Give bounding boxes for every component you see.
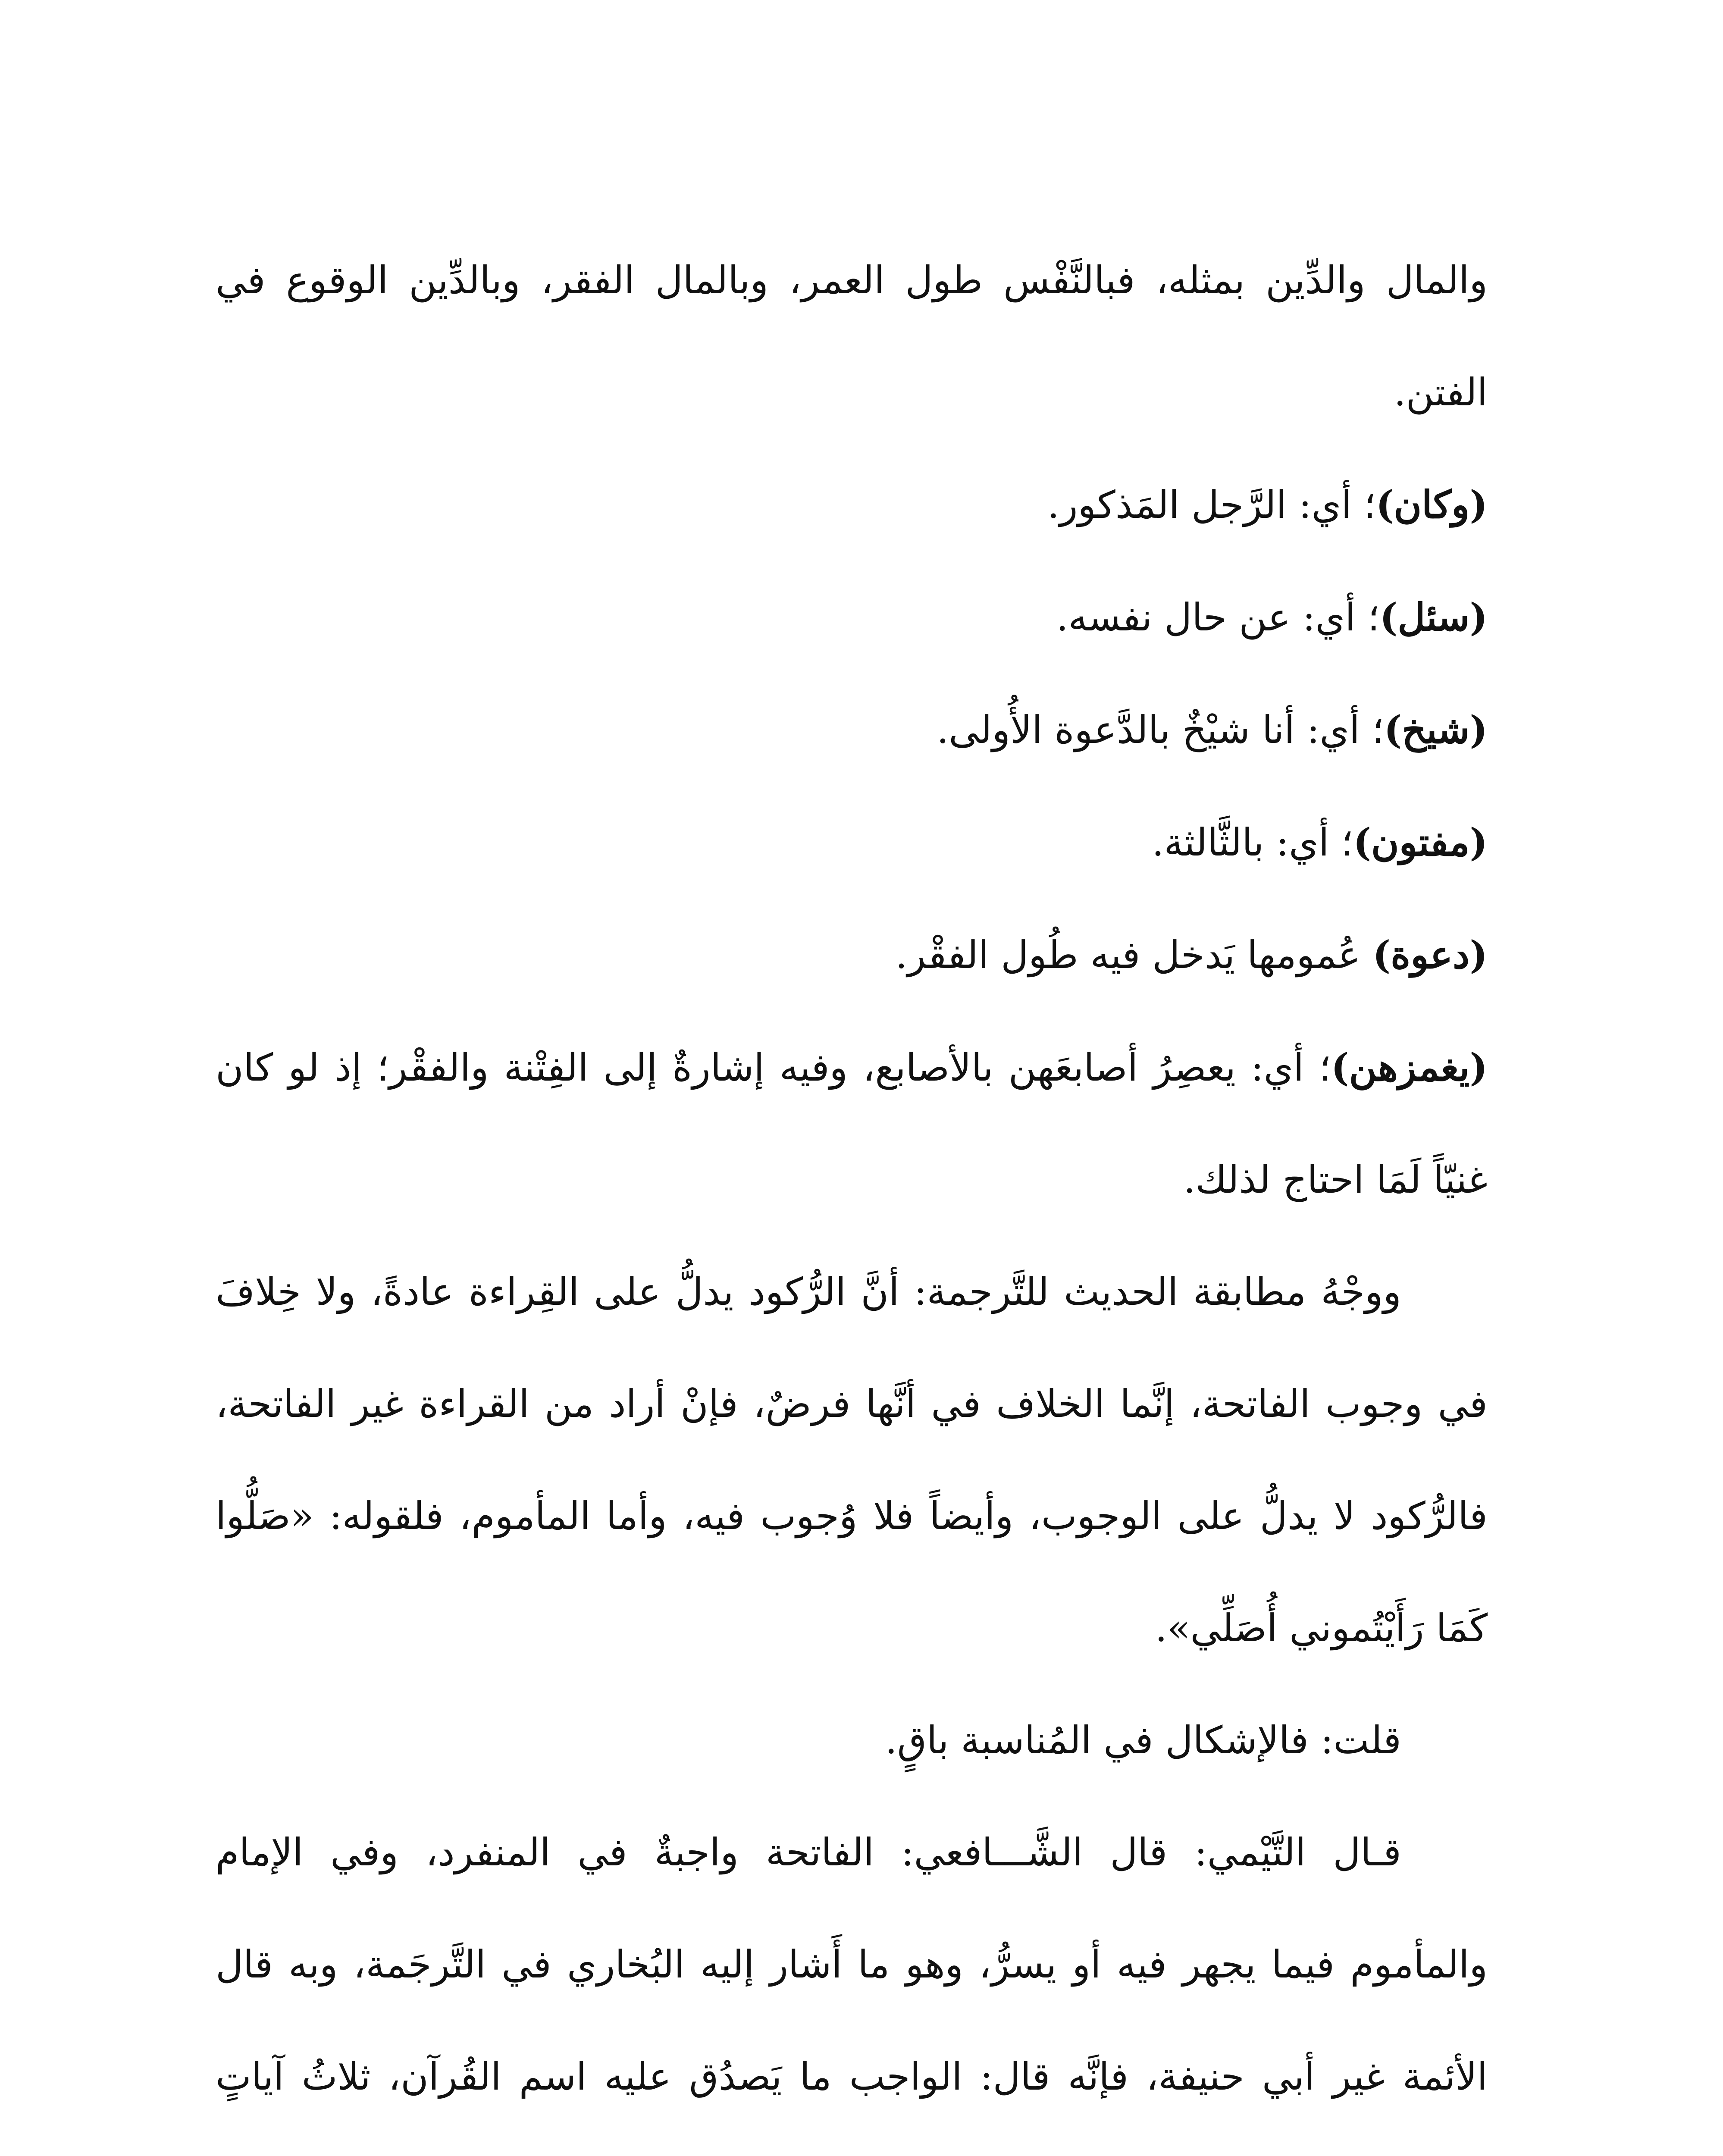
gloss-maftun (216, 786, 1488, 899)
gloss-term: (شيخ) (1384, 707, 1488, 752)
gloss-term: (يغمزهن) (1331, 1045, 1488, 1090)
gloss-term: (وكان) (1375, 482, 1488, 527)
gloss-shaykh (216, 674, 1488, 786)
body-text (216, 224, 1488, 2156)
gloss-yaghmizuhunna (216, 1011, 1488, 1236)
gloss-term: (سئل) (1379, 595, 1488, 639)
gloss-explanation: ؛ أي: أنا شيْخٌ بالدَّعوة الأُولى. (937, 708, 1384, 752)
gloss-term: (دعوة) (1372, 932, 1488, 977)
gloss-explanation: ؛ أي: يعصِرُ أصابعَهن بالأصابع، وفيه إشارةٌ إلى الفِتْنة والفقْر؛ إذ لو كان غنيّاً لَمَا احتاج لذلك. (216, 1045, 1488, 1202)
gloss-wakana (216, 448, 1488, 561)
gloss-explanation: عُمومها يَدخل فيه طُول الفقْر. (895, 933, 1373, 977)
paragraph-remark: قلت: فالإشكال في المُناسبة باقٍ. (885, 1718, 1401, 1762)
paragraph-continuation: والمال والدِّين بمثله، فبالنَّفْس طول العمر، وبالمال الفقر، وبالدِّين الوقوع في الفتن. (216, 258, 1488, 414)
paragraph-matching: ووجْهُ مطابقة الحديث للتَّرجمة: أنَّ الرُّكود يدلُّ على القِراءة عادةً، ولا خِلافَ في وجوب الفاتحة، إنَّما الخلاف في أنَّها فرضٌ، فإنْ أراد من القراءة غير الفاتحة، فالرُّكود لا يدلُّ على الوجوب، وأيضاً فلا وُجوب فيه، وأما المأموم، فلقوله: «صَلُّوا كَمَا رَأَيْتُموني أُصَلِّي». (216, 1269, 1488, 1650)
gloss-term: (مفتون) (1353, 820, 1488, 865)
paragraph-taymi: قـال التَّيْمي: قال الشَّـــافعي: الفاتحة واجبةٌ في المنفرد، وفي الإمام والمأموم فيما يجهر فيه أو يسرُّ، وهو ما أَشار إليه البُخاري في التَّرجَمة، وبه قال الأئمة غير أبي حنيفة، فإنَّه قال: الواجب ما يَصدُق عليه اسم القُرآن، ثلاثُ آياتٍ (216, 1830, 1488, 2099)
gloss-explanation: ؛ أي: بالثَّالثة. (1152, 820, 1353, 865)
gloss-explanation: ؛ أي: الرَّجل المَذكور. (1047, 483, 1376, 527)
gloss-explanation: ؛ أي: عن حال نفسه. (1056, 595, 1380, 639)
gloss-suila (216, 561, 1488, 674)
gloss-dawa (216, 899, 1488, 1011)
